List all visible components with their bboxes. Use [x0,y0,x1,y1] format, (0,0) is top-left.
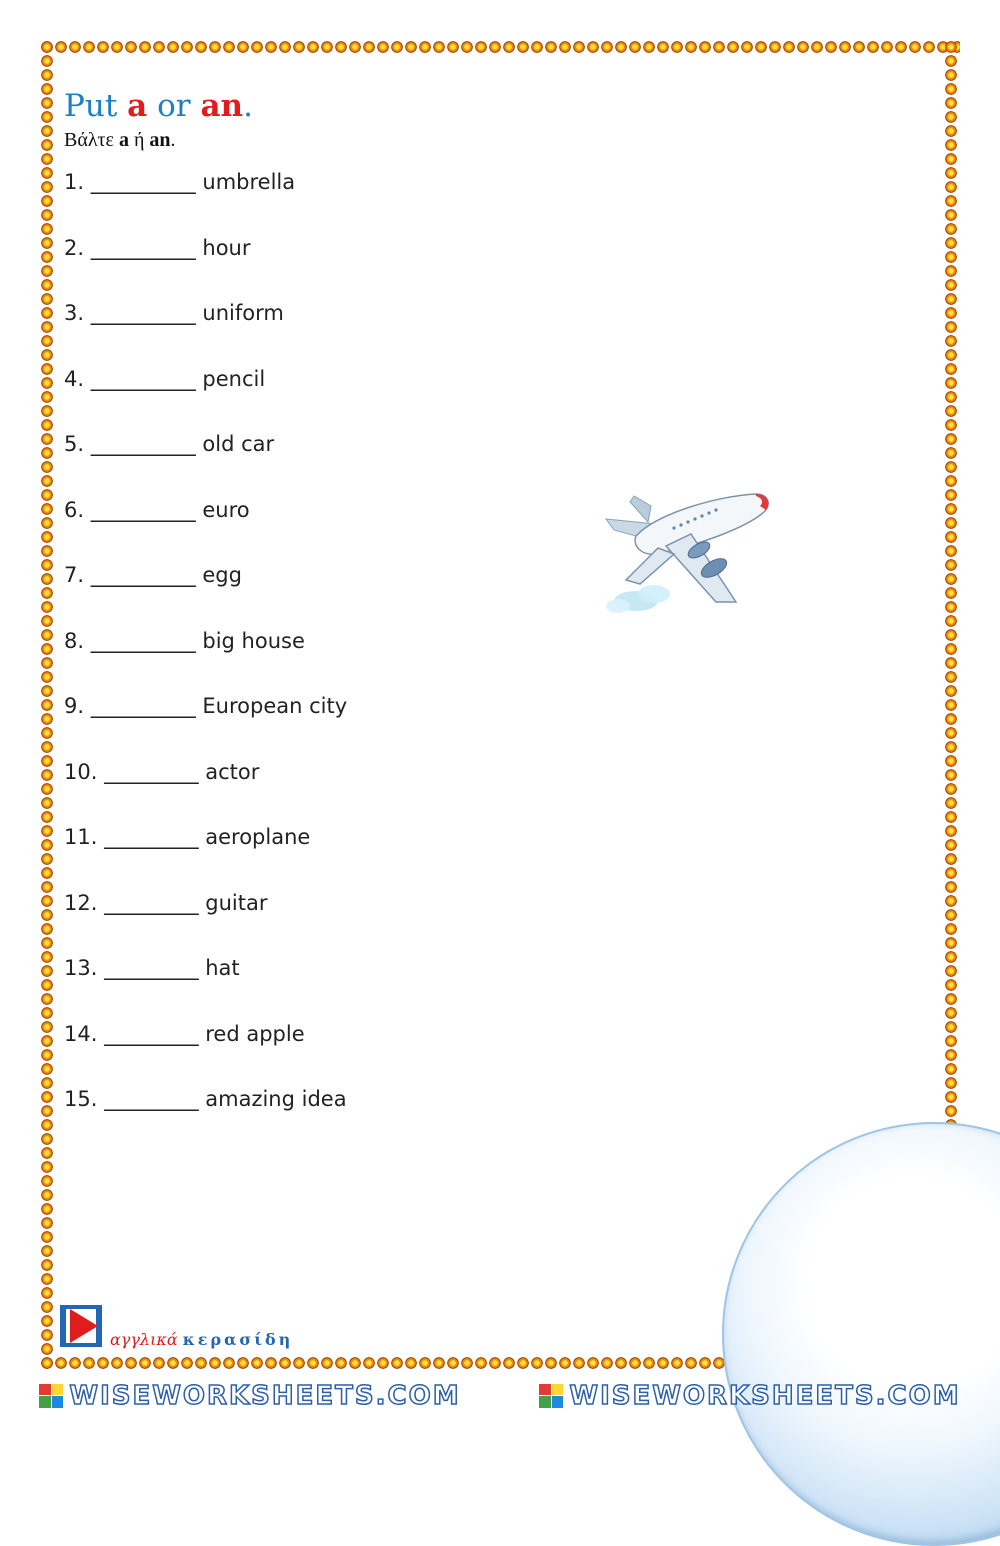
worksheet-title: Put a or an. [64,88,253,124]
watermark: WISEWORKSHEETS.COM [539,1381,960,1411]
worksheet-subtitle-greek: Βάλτε a ή an. [64,129,176,151]
exercise-item: 10. _________ actor [64,759,260,784]
watermark-footer [0,1378,1000,1413]
watermark: WISEWORKSHEETS.COM [39,1381,460,1411]
worksheets-logo-icon [539,1384,563,1408]
exercise-item: 12. _________ guitar [64,890,268,915]
exercise-item: 9. __________ European city [64,694,348,718]
flower-border-left [40,40,54,1370]
exercise-item: 7. __________ egg [64,563,242,587]
exercise-item: 4. __________ pencil [64,366,266,391]
exercise-item: 14. _________ red apple [64,1021,305,1046]
logo-text: αγγλικά κερασίδη [110,1330,294,1349]
exercise-item: 11. _________ aeroplane [64,825,311,849]
exercise-item: 3. __________ uniform [64,301,284,325]
kerasidi-logo-icon [60,1305,102,1347]
exercise-list [64,166,347,1149]
exercise-item: 5. __________ old car [64,432,275,456]
airplane-icon [596,484,781,624]
flower-border-top [40,40,960,54]
exercise-item: 8. __________ big house [64,628,305,653]
decorative-bubble [722,1122,1000,1546]
exercise-item: 1. __________ umbrella [64,170,296,194]
exercise-item: 15. _________ amazing idea [64,1087,347,1111]
exercise-item: 13. _________ hat [64,956,240,980]
exercise-item: 2. __________ hour [64,235,251,260]
exercise-item: 6. __________ euro [64,497,250,522]
worksheets-logo-icon [39,1384,63,1408]
